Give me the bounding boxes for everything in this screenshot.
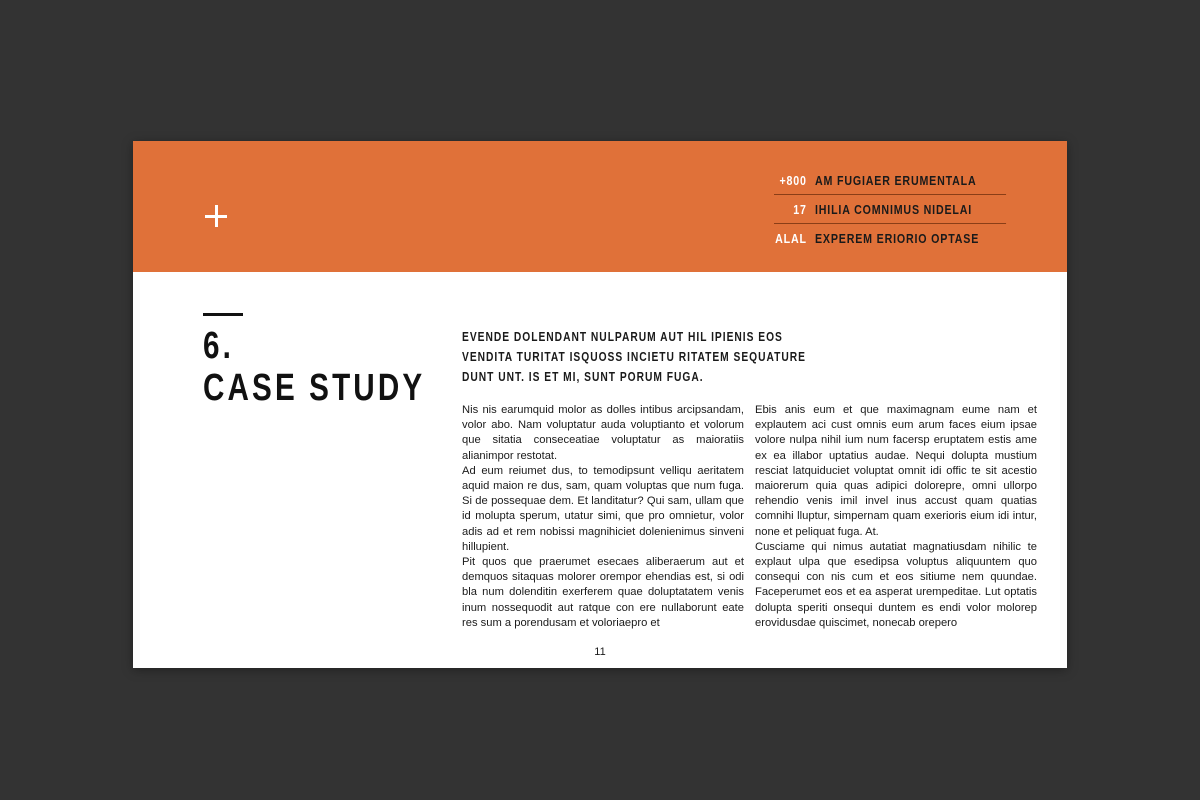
body-paragraph: Nis nis earumquid molor as dolles intibus arcipsandam, volor abo. Nam voluptatur auda voluptianto et volorum que sitatia conseceatiae voluptatur as maioratiis alianimpor restotat. [462, 404, 744, 462]
stat-row [774, 224, 1006, 253]
body-paragraph: Ebis anis eum et que maximagnam eume nam et explautem aci cust omnis eum arum faces eium ipsae volore nulpa nihil ium num facersp eruptatem estis ame ex ea illabor uptatius audae. Nequi dolupta mustium resciat latquiduciet voluptat omnit idi offic te sit acestio maiorerum quia quas adipici dolorepre, omni ullorpo rehendio venis imil invel inus accust quam quatias comnihi lluptur, simpernam quam exerioris eium idi intur, none et peliquat fuga. At. [755, 404, 1037, 538]
stat-value: ALAL [775, 231, 807, 246]
section-title [203, 325, 425, 409]
document-page [133, 141, 1067, 668]
stat-value: 17 [793, 201, 807, 217]
body-column-right [755, 403, 1037, 633]
lead-paragraph: EVENDE DOLENDANT NULPARUM AUT HIL IPIENIS EOS VENDITA TURITAT ISQUOSS INCIETU RITATEM SEQUATURE DUNT UNT. IS ET MI, SUNT PORUM FUGA. [462, 330, 806, 384]
body-paragraph: Cusciame qui nimus autatiat magnatiusdam nihilic te explaut ulpa que esedipsa voluptus aliquuntem quo consequi con nis cum et eos sitiume nem quundae. Faceperumet eos et ea asperat urempeditae. Lut optatis dolupta speriti onsequi duntem es endi volor molorep erovidusdae quiscimet, nonecab orepero [755, 540, 1037, 629]
body-column-left [462, 403, 744, 633]
stat-label: AM FUGIAER ERUMENTALA [815, 172, 977, 188]
stat-row [774, 195, 1006, 224]
title-rule [203, 313, 243, 316]
stat-value: +800 [779, 172, 807, 188]
stat-row [774, 166, 1006, 195]
body-paragraph: Pit quos que praerumet esecaes aliberaerum aut et demquos sitaquas molorer orempor ehendias est, si odi bla num dolenditin exerferem quae doluptatatem venis inum nossequodit aut ratque con ere nullaborunt eate res sum a porendusam et voloriaepro et [462, 556, 744, 629]
section-number: 6. [203, 325, 234, 367]
section-heading: CASE STUDY [203, 367, 426, 409]
stat-label: IHILIA COMNIMUS NIDELAI [815, 201, 973, 217]
stats-list [774, 166, 1006, 253]
header-band [133, 141, 1067, 272]
body-paragraph: Ad eum reiumet dus, to temodipsunt velliqu aeritatem aquid maion re dus, sam, quam voluptas que num fuga. Si de possequae dem. Et landitatur? Qui sam, ullam que id molupta sperum, utatur simi, que pro omnietur, volor adis ad et rem nobissi magnihiciet dolenienimus sinveni hillupient. [462, 464, 744, 553]
page-number: 11 [594, 646, 606, 658]
stat-label: EXPEREM ERIORIO OPTASE [815, 231, 980, 246]
plus-icon [205, 205, 227, 227]
